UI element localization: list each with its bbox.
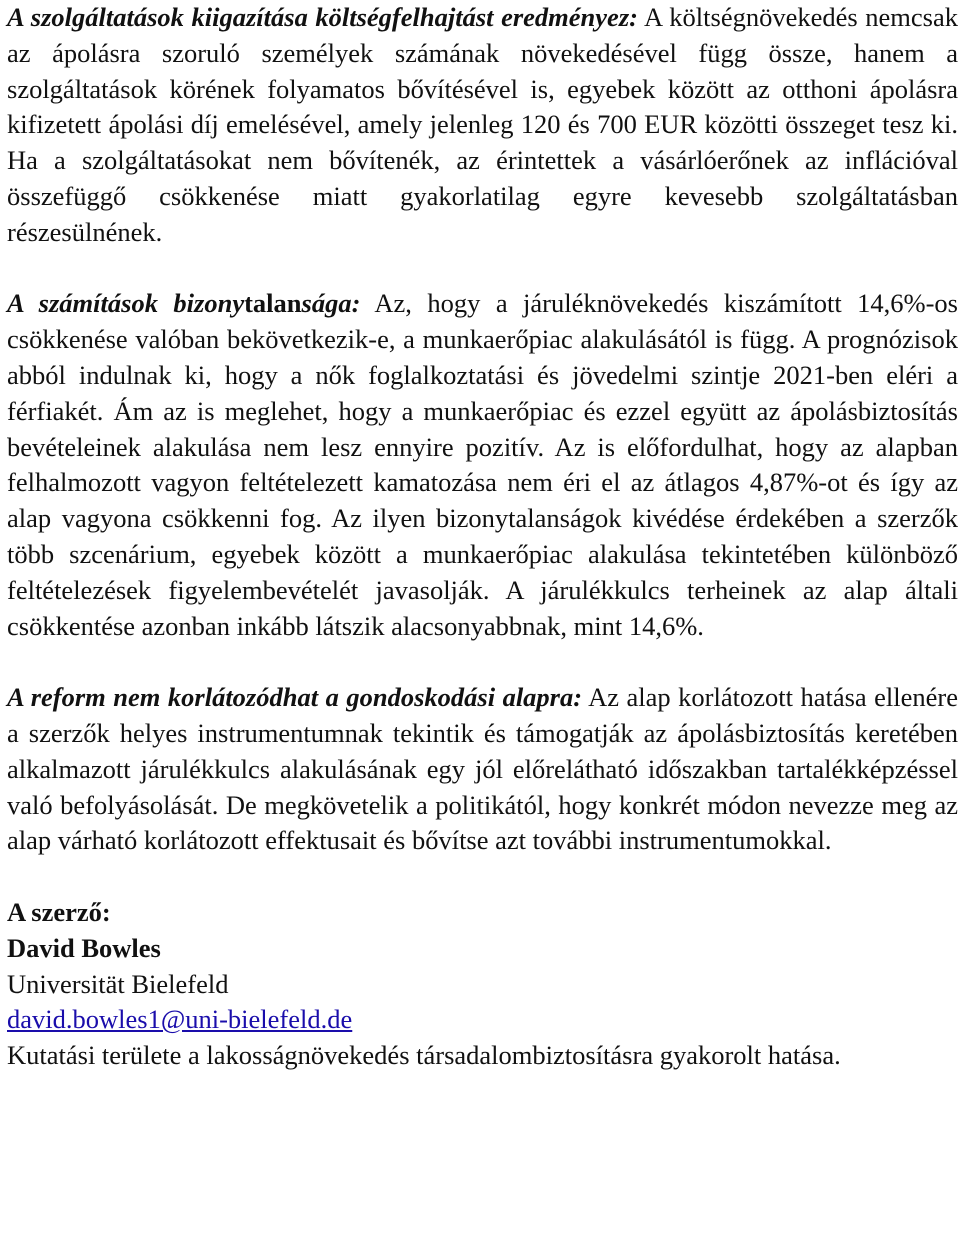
author-email-link[interactable]: david.bowles1@uni-bielefeld.de (7, 1004, 353, 1035)
paragraph-heading: A reform nem korlátozódhat a gondoskodási alapra: (7, 682, 583, 713)
paragraph-heading: A szolgáltatások kiigazítása költségfelhajtást eredményez: (7, 2, 638, 32)
paragraph-body: A költségnövekedés nemcsak az ápolásra szoruló személyek számának növekedésével függ össze, hanem a szolgáltatások körének folyamatos bővítésével is, egyebek között az otthoni ápolásra kifizetett ápolási díj emelésével, amely jelenleg 120 és 700 EUR közötti összeget tesz ki. Ha a szolgáltatásokat nem bővítenék, az érintettek a vásárlóerőnek az inflációval összefüggő csökkenése miatt gyakorlatilag egyre kevesebb szolgáltatásban részesülnének. (7, 2, 958, 247)
paragraph-cost-increase (7, 0, 958, 251)
paragraph-uncertainty (7, 286, 958, 644)
author-name: David Bowles (7, 932, 161, 963)
paragraph-heading-part: sága: (301, 288, 361, 319)
paragraph-heading-part: A számítások bizony (7, 288, 245, 319)
author-research: Kutatási területe a lakosságnövekedés társadalombiztosításra gyakorolt hatása. (7, 1040, 841, 1071)
author-heading: A szerző: (7, 896, 111, 927)
document-page (7, 0, 958, 1074)
paragraph-body: Az, hogy a járuléknövekedés kiszámított 14,6%-os csökkenése valóban bekövetkezik-e, a munkaerőpiac alakulásától is függ. A prognózisok abból indulnak ki, hogy a nők foglalkoztatási és jövedelmi szintje 2021-ben eléri a férfiakét. Ám az is meglehet, hogy a munkaerőpiac és ezzel együtt az ápolásbiztosítás bevételeinek alakulása nem lesz ennyire pozitív. Az is előfordulhat, hogy az alapban felhalmozott vagyon feltételezett kamatozása nem éri el az átlagos 4,87%-ot és így az alap vagyona csökkenni fog. Az ilyen bizonytalanságok kivédése érdekében a szerzők több szcenárium, egyebek között a munkaerőpiac alakulása tekintetében különböző feltételezések figyelembevételét javasolják. A járulékkulcs terheinek az alap általi csökkentése azonban inkább látszik alacsonyabbnak, mint 14,6%. (7, 288, 958, 641)
paragraph-body: Az alap korlátozott hatása ellenére a szerzők helyes instrumentumnak tekintik és támogatják az ápolásbiztosítás keretében alkalmazott járulékkulcs alakulásának egy jól előrelátható időszakban tartalékképzéssel való befolyásolását. De megkövetelik a politikától, hogy konkrét módon nevezze meg az alap várható korlátozott effektusait és bővítse azt további instrumentumokkal. (7, 682, 959, 856)
author-block (7, 895, 958, 1074)
paragraph-reform (7, 680, 958, 859)
author-institution: Universität Bielefeld (7, 968, 229, 999)
paragraph-heading-part: talan (244, 288, 302, 319)
